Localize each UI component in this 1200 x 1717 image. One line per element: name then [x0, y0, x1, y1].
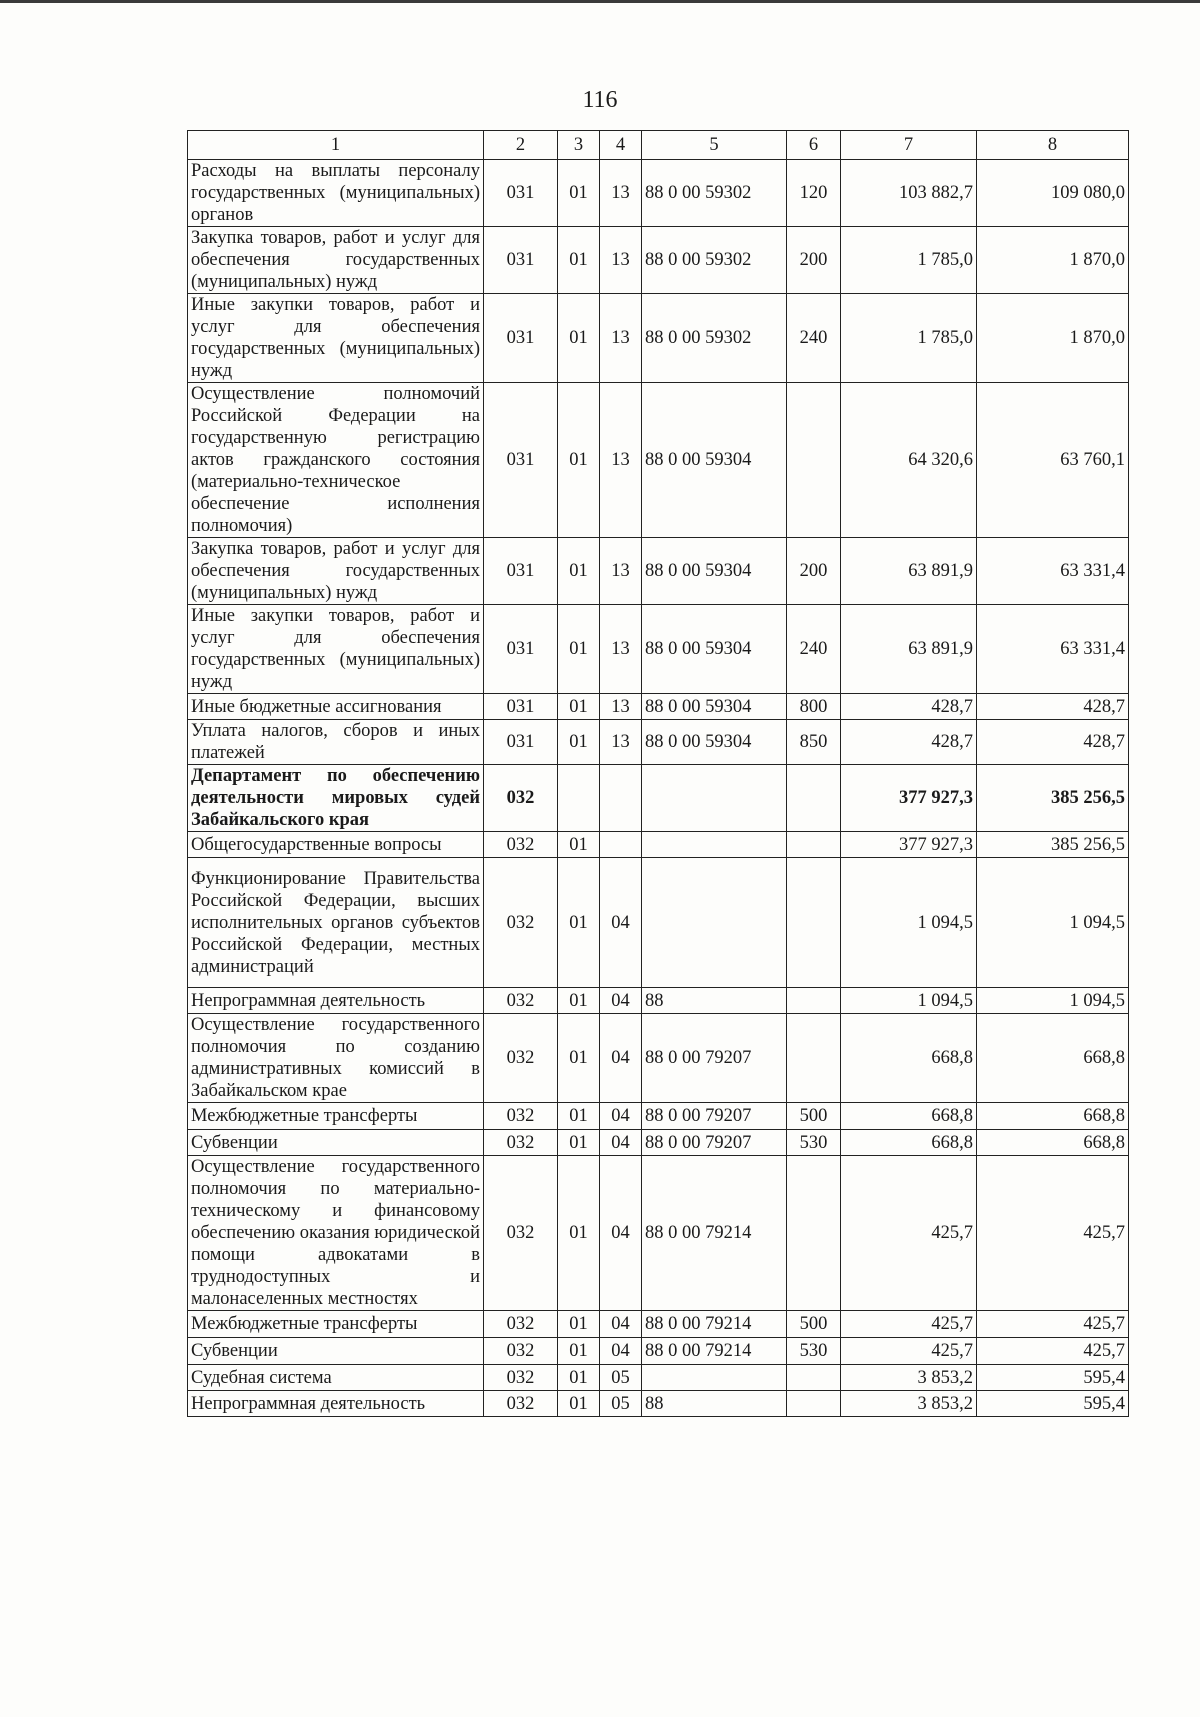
amount-year-2: 595,4 [977, 1365, 1129, 1391]
amount-year-1: 425,7 [841, 1156, 977, 1311]
table-row [188, 1365, 1129, 1391]
section-code: 01 [558, 1311, 600, 1338]
target-article: 88 0 00 79214 [642, 1338, 787, 1365]
target-article: 88 0 00 59304 [642, 605, 787, 694]
admin-code: 031 [484, 538, 558, 605]
section-code: 01 [558, 720, 600, 765]
subsection-code: 05 [600, 1365, 642, 1391]
expense-type [787, 1014, 841, 1103]
expense-name: Судебная система [188, 1365, 484, 1391]
table-row [188, 538, 1129, 605]
subsection-code [600, 765, 642, 832]
admin-code: 031 [484, 605, 558, 694]
expense-type [787, 1365, 841, 1391]
amount-year-2: 1 094,5 [977, 988, 1129, 1014]
section-code: 01 [558, 1014, 600, 1103]
column-header: 8 [977, 131, 1129, 160]
expense-name: Непрограммная деятельность [188, 988, 484, 1014]
section-code: 01 [558, 1130, 600, 1156]
expense-name: Уплата налогов, сборов и иных платежей [188, 720, 484, 765]
amount-year-2: 385 256,5 [977, 832, 1129, 858]
admin-code: 032 [484, 1156, 558, 1311]
amount-year-1: 377 927,3 [841, 765, 977, 832]
expense-name: Иные бюджетные ассигнования [188, 694, 484, 720]
table-row [188, 294, 1129, 383]
section-code: 01 [558, 605, 600, 694]
amount-year-2: 668,8 [977, 1130, 1129, 1156]
expense-name: Осуществление государственного полномочия по материально-техническому и финансовому обеспечению оказания юридической помощи адвокатами в труднодоступных и малонаселенных местностях [188, 1156, 484, 1311]
subsection-code: 04 [600, 1156, 642, 1311]
admin-code: 032 [484, 1103, 558, 1130]
expense-type [787, 765, 841, 832]
amount-year-2: 425,7 [977, 1338, 1129, 1365]
expense-name: Иные закупки товаров, работ и услуг для обеспечения государственных (муниципальных) нужд [188, 605, 484, 694]
amount-year-2: 385 256,5 [977, 765, 1129, 832]
expense-type: 500 [787, 1103, 841, 1130]
amount-year-1: 428,7 [841, 720, 977, 765]
admin-code: 032 [484, 1130, 558, 1156]
expense-name: Закупка товаров, работ и услуг для обеспечения государственных (муниципальных) нужд [188, 227, 484, 294]
table-row [188, 1156, 1129, 1311]
subsection-code: 13 [600, 605, 642, 694]
expense-type: 500 [787, 1311, 841, 1338]
amount-year-1: 63 891,9 [841, 605, 977, 694]
table-row [188, 1311, 1129, 1338]
target-article [642, 765, 787, 832]
expense-type [787, 858, 841, 988]
table-row [188, 605, 1129, 694]
expense-name: Общегосударственные вопросы [188, 832, 484, 858]
subsection-code: 04 [600, 1311, 642, 1338]
subsection-code: 04 [600, 1103, 642, 1130]
target-article: 88 0 00 59304 [642, 383, 787, 538]
subsection-code: 05 [600, 1391, 642, 1417]
subsection-code: 13 [600, 227, 642, 294]
column-header: 5 [642, 131, 787, 160]
target-article [642, 832, 787, 858]
admin-code: 032 [484, 1311, 558, 1338]
budget-table [187, 130, 1129, 1417]
section-code: 01 [558, 832, 600, 858]
subsection-code: 13 [600, 720, 642, 765]
subsection-code: 04 [600, 1014, 642, 1103]
target-article: 88 0 00 79214 [642, 1156, 787, 1311]
admin-code: 031 [484, 720, 558, 765]
target-article: 88 0 00 59302 [642, 294, 787, 383]
amount-year-2: 109 080,0 [977, 160, 1129, 227]
expense-type: 200 [787, 227, 841, 294]
admin-code: 031 [484, 294, 558, 383]
target-article [642, 1365, 787, 1391]
expense-name: Осуществление государственного полномочия по созданию административных комиссий в Забайкальском крае [188, 1014, 484, 1103]
expense-type: 120 [787, 160, 841, 227]
amount-year-1: 428,7 [841, 694, 977, 720]
target-article: 88 0 00 79207 [642, 1014, 787, 1103]
subsection-code: 13 [600, 538, 642, 605]
section-code: 01 [558, 1103, 600, 1130]
section-code: 01 [558, 294, 600, 383]
target-article: 88 0 00 79207 [642, 1130, 787, 1156]
table-row [188, 1391, 1129, 1417]
column-header: 2 [484, 131, 558, 160]
section-code: 01 [558, 383, 600, 538]
section-code: 01 [558, 988, 600, 1014]
amount-year-1: 1 094,5 [841, 858, 977, 988]
amount-year-2: 668,8 [977, 1014, 1129, 1103]
admin-code: 031 [484, 160, 558, 227]
target-article [642, 858, 787, 988]
subsection-code: 04 [600, 1130, 642, 1156]
section-code [558, 765, 600, 832]
expense-type: 240 [787, 294, 841, 383]
admin-code: 031 [484, 227, 558, 294]
column-header: 7 [841, 131, 977, 160]
expense-type [787, 1391, 841, 1417]
subsection-code: 04 [600, 858, 642, 988]
table-row [188, 720, 1129, 765]
admin-code: 032 [484, 1365, 558, 1391]
target-article: 88 0 00 59304 [642, 720, 787, 765]
table-row [188, 832, 1129, 858]
expense-name: Осуществление полномочий Российской Федерации на государственную регистрацию актов гражданского состояния (материально-техническое обеспечение исполнения полномочия) [188, 383, 484, 538]
section-code: 01 [558, 1391, 600, 1417]
scan-top-edge [0, 0, 1200, 3]
target-article: 88 0 00 79214 [642, 1311, 787, 1338]
expense-type: 240 [787, 605, 841, 694]
admin-code: 032 [484, 1338, 558, 1365]
expense-name: Субвенции [188, 1130, 484, 1156]
table-row [188, 694, 1129, 720]
expense-name: Межбюджетные трансферты [188, 1103, 484, 1130]
expense-type: 530 [787, 1338, 841, 1365]
target-article: 88 0 00 79207 [642, 1103, 787, 1130]
subsection-code: 04 [600, 988, 642, 1014]
expense-name: Закупка товаров, работ и услуг для обеспечения государственных (муниципальных) нужд [188, 538, 484, 605]
table-row [188, 858, 1129, 988]
expense-type [787, 383, 841, 538]
table-row [188, 1103, 1129, 1130]
amount-year-2: 63 760,1 [977, 383, 1129, 538]
amount-year-2: 1 870,0 [977, 227, 1129, 294]
amount-year-2: 428,7 [977, 694, 1129, 720]
expense-type: 530 [787, 1130, 841, 1156]
admin-code: 032 [484, 858, 558, 988]
amount-year-1: 64 320,6 [841, 383, 977, 538]
table-row [188, 227, 1129, 294]
amount-year-1: 3 853,2 [841, 1391, 977, 1417]
section-code: 01 [558, 1156, 600, 1311]
amount-year-2: 595,4 [977, 1391, 1129, 1417]
amount-year-1: 63 891,9 [841, 538, 977, 605]
amount-year-1: 1 785,0 [841, 294, 977, 383]
admin-code: 032 [484, 1014, 558, 1103]
expense-name: Субвенции [188, 1338, 484, 1365]
subsection-code: 13 [600, 160, 642, 227]
expense-type [787, 988, 841, 1014]
expense-name: Иные закупки товаров, работ и услуг для обеспечения государственных (муниципальных) нужд [188, 294, 484, 383]
amount-year-2: 425,7 [977, 1156, 1129, 1311]
target-article: 88 [642, 988, 787, 1014]
subsection-code: 04 [600, 1338, 642, 1365]
table-row [188, 1338, 1129, 1365]
subsection-code: 13 [600, 694, 642, 720]
table-row [188, 383, 1129, 538]
section-code: 01 [558, 1338, 600, 1365]
amount-year-1: 3 853,2 [841, 1365, 977, 1391]
amount-year-1: 103 882,7 [841, 160, 977, 227]
subsection-code: 13 [600, 383, 642, 538]
amount-year-2: 668,8 [977, 1103, 1129, 1130]
amount-year-2: 63 331,4 [977, 605, 1129, 694]
amount-year-2: 1 870,0 [977, 294, 1129, 383]
column-header: 6 [787, 131, 841, 160]
amount-year-1: 1 785,0 [841, 227, 977, 294]
amount-year-1: 425,7 [841, 1338, 977, 1365]
amount-year-1: 377 927,3 [841, 832, 977, 858]
table-row [188, 1014, 1129, 1103]
section-code: 01 [558, 227, 600, 294]
column-header: 3 [558, 131, 600, 160]
amount-year-1: 668,8 [841, 1014, 977, 1103]
expense-name: Функционирование Правительства Российской Федерации, высших исполнительных органов субъектов Российской Федерации, местных администраций [188, 858, 484, 988]
expense-type: 850 [787, 720, 841, 765]
table-row [188, 765, 1129, 832]
admin-code: 031 [484, 694, 558, 720]
table-row [188, 1130, 1129, 1156]
section-code: 01 [558, 1365, 600, 1391]
table-row [188, 988, 1129, 1014]
section-code: 01 [558, 694, 600, 720]
amount-year-1: 425,7 [841, 1311, 977, 1338]
amount-year-2: 425,7 [977, 1311, 1129, 1338]
admin-code: 032 [484, 1391, 558, 1417]
column-header: 4 [600, 131, 642, 160]
expense-type [787, 832, 841, 858]
target-article: 88 0 00 59304 [642, 694, 787, 720]
header-row [188, 131, 1129, 160]
expense-name: Непрограммная деятельность [188, 1391, 484, 1417]
target-article: 88 0 00 59304 [642, 538, 787, 605]
expense-type [787, 1156, 841, 1311]
amount-year-2: 428,7 [977, 720, 1129, 765]
expense-name: Межбюджетные трансферты [188, 1311, 484, 1338]
section-code: 01 [558, 538, 600, 605]
admin-code: 032 [484, 765, 558, 832]
target-article: 88 0 00 59302 [642, 160, 787, 227]
amount-year-1: 668,8 [841, 1130, 977, 1156]
target-article: 88 0 00 59302 [642, 227, 787, 294]
table-row [188, 160, 1129, 227]
table-body [188, 160, 1129, 1417]
section-code: 01 [558, 160, 600, 227]
target-article: 88 [642, 1391, 787, 1417]
expense-type: 800 [787, 694, 841, 720]
expense-type: 200 [787, 538, 841, 605]
amount-year-1: 668,8 [841, 1103, 977, 1130]
section-code: 01 [558, 858, 600, 988]
admin-code: 032 [484, 832, 558, 858]
expense-name: Расходы на выплаты персоналу государственных (муниципальных) органов [188, 160, 484, 227]
expense-name: Департамент по обеспечению деятельности мировых судей Забайкальского края [188, 765, 484, 832]
admin-code: 031 [484, 383, 558, 538]
page-number: 116 [582, 87, 618, 113]
column-header: 1 [188, 131, 484, 160]
subsection-code: 13 [600, 294, 642, 383]
subsection-code [600, 832, 642, 858]
amount-year-2: 1 094,5 [977, 858, 1129, 988]
amount-year-1: 1 094,5 [841, 988, 977, 1014]
admin-code: 032 [484, 988, 558, 1014]
amount-year-2: 63 331,4 [977, 538, 1129, 605]
